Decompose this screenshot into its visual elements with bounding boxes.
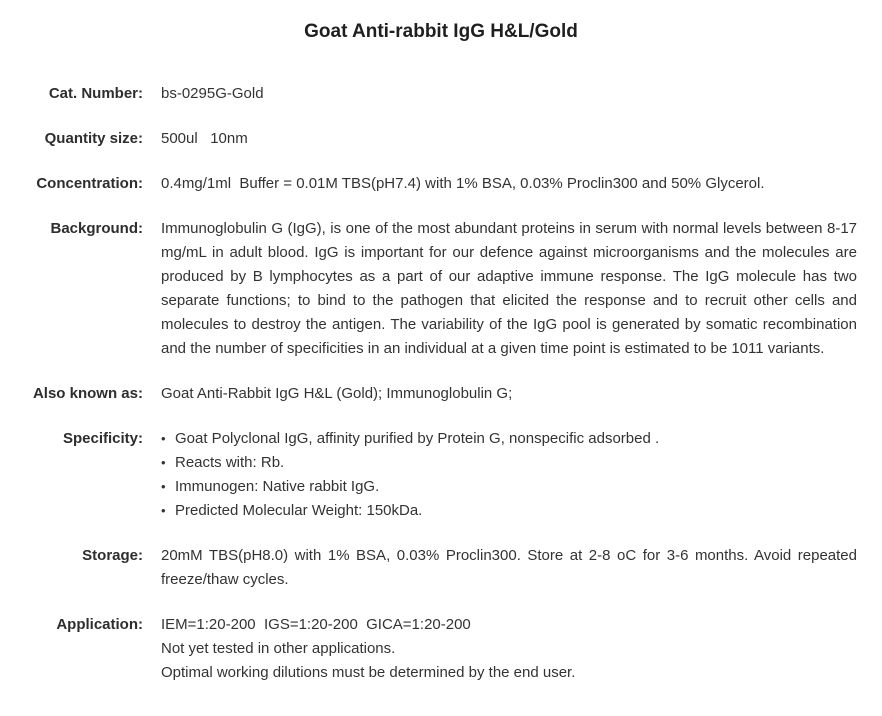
page-title: Goat Anti-rabbit IgG H&L/Gold bbox=[304, 21, 578, 42]
also-known-as-label: Also known as: bbox=[32, 385, 143, 402]
cat-number-label: Cat. Number: bbox=[48, 85, 143, 102]
also-known-as-value: Goat Anti-Rabbit IgG H&L (Gold); Immunoglobulin G; bbox=[161, 385, 513, 402]
field-row-cat-number bbox=[0, 82, 882, 106]
list-item bbox=[161, 427, 857, 451]
concentration-value: 0.4mg/1ml Buffer = 0.01M TBS(pH7.4) with 1% BSA, 0.03% Proclin300 and 50% Glycerol. bbox=[161, 175, 765, 192]
bullet-icon: • bbox=[161, 503, 166, 518]
specificity-bullet-text: Goat Polyclonal IgG, affinity purified by Protein G, nonspecific adsorbed . bbox=[175, 430, 660, 447]
list-item bbox=[161, 475, 857, 499]
field-row-quantity-size bbox=[0, 127, 882, 151]
cat-number-value: bs-0295G-Gold bbox=[161, 85, 264, 102]
quantity-size-label: Quantity size: bbox=[44, 130, 143, 147]
specificity-bullet-text: Predicted Molecular Weight: 150kDa. bbox=[175, 502, 423, 519]
specificity-bullet-list bbox=[161, 427, 857, 523]
concentration-label: Concentration: bbox=[36, 175, 143, 192]
storage-value: 20mM TBS(pH8.0) with 1% BSA, 0.03% Proclin300. Store at 2-8 oC for 3-6 months. Avoid repeated freeze/thaw cycles. bbox=[161, 547, 857, 588]
field-row-background bbox=[0, 217, 882, 361]
field-row-concentration bbox=[0, 172, 882, 196]
application-label: Application: bbox=[56, 616, 143, 633]
bullet-icon: • bbox=[161, 479, 166, 494]
bullet-icon: • bbox=[161, 431, 166, 446]
specificity-label: Specificity: bbox=[62, 430, 143, 447]
bullet-icon: • bbox=[161, 455, 166, 470]
storage-label: Storage: bbox=[82, 547, 143, 564]
field-row-specificity bbox=[0, 427, 882, 523]
application-disclaimer-line: Optimal working dilutions must be determined by the end user. bbox=[161, 664, 576, 681]
list-item bbox=[161, 451, 857, 475]
specificity-bullet-text: Reacts with: Rb. bbox=[175, 454, 285, 471]
field-row-storage bbox=[0, 544, 882, 592]
field-row-also-known-as bbox=[0, 382, 882, 406]
application-note-line: Not yet tested in other applications. bbox=[161, 640, 396, 657]
list-item bbox=[161, 499, 857, 523]
background-label: Background: bbox=[50, 220, 143, 237]
specificity-bullet-text: Immunogen: Native rabbit IgG. bbox=[175, 478, 380, 495]
background-value: Immunoglobulin G (IgG), is one of the most abundant proteins in serum with normal levels between 8-17 mg/mL in adult blood. IgG is important for our defence against microorganisms and the molecules are produced by B lymphocytes as a part of our adaptive immune response. The IgG molecule has two separate functions; to bind to the pathogen that elicited the response and to recruit other cells and molecules to destroy the antigen. The variability of the IgG pool is generated by somatic recombination and the number of specificities in an individual at a given time point is estimated to be 1011 variants. bbox=[161, 220, 857, 357]
field-row-application bbox=[0, 613, 882, 685]
quantity-size-value: 500ul 10nm bbox=[161, 130, 248, 147]
application-dilutions-line: IEM=1:20-200 IGS=1:20-200 GICA=1:20-200 bbox=[161, 616, 471, 633]
